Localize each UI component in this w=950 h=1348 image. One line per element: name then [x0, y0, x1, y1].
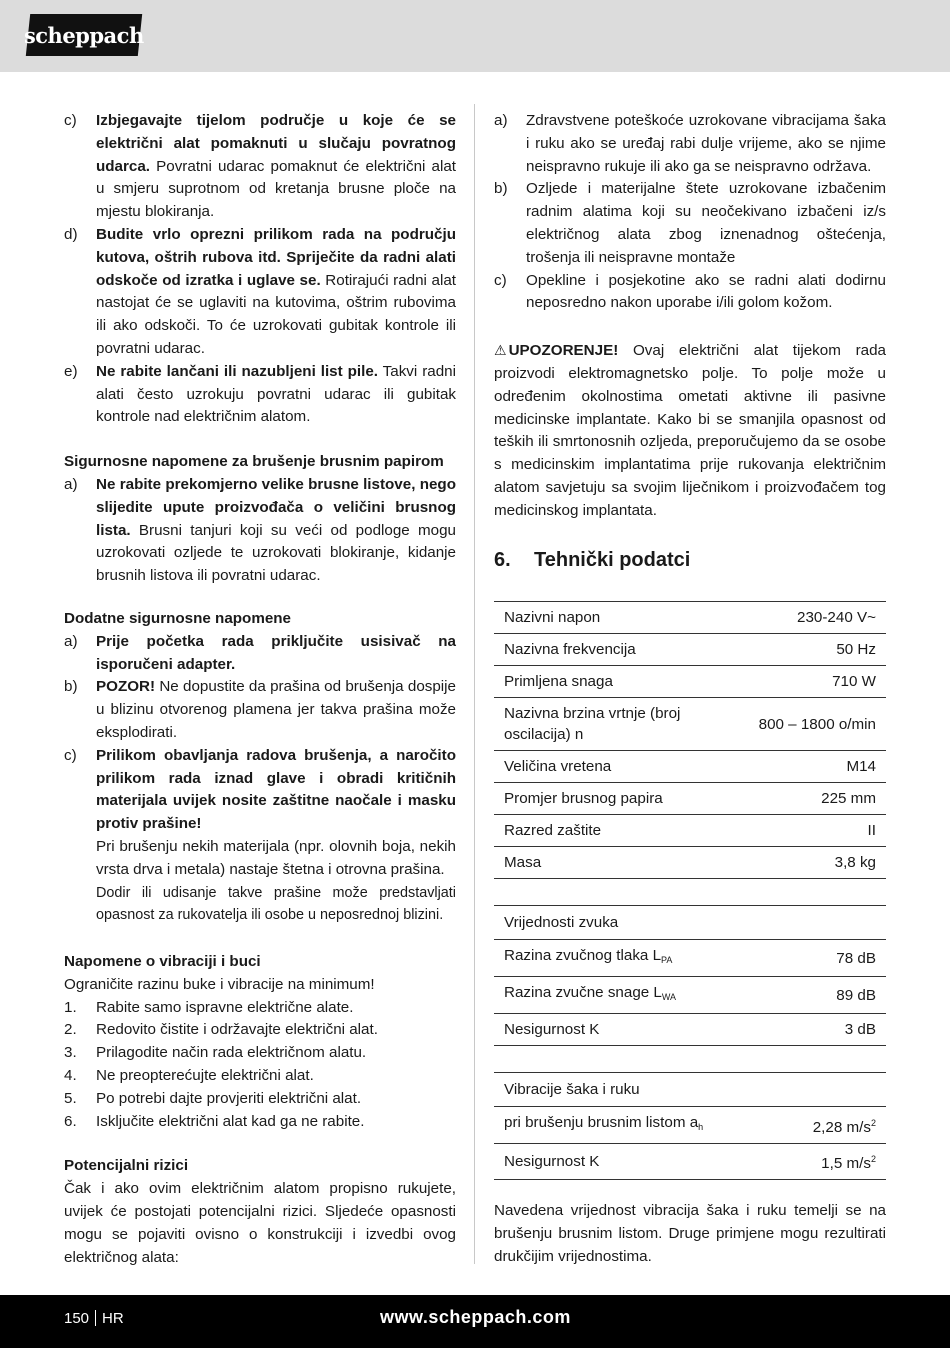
item-text: Ozljede i materijalne štete uzrokovane izbačenim radnim alatima koji su neočekivano izbačeni iz/s električnog alata zbog iznenadnog oštećenja, trošenja ili neispravne montaže: [526, 180, 886, 266]
item-text: Povratni udarac pomaknut će električni alat u smjeru suprotnom od kretanja brusne ploče na mjestu blokiranja.: [96, 157, 456, 221]
table-row: [494, 783, 886, 815]
section-title-text: Tehnički podatci: [534, 548, 691, 571]
list-marker: 3.: [64, 1044, 77, 1062]
table-row: [494, 602, 886, 634]
item-text: Rabite samo ispravne električne alate.: [96, 998, 354, 1016]
table-header: Vibracije šaka i ruku: [494, 1073, 886, 1107]
spec-value: M14: [749, 751, 886, 783]
list-marker: b): [64, 678, 78, 696]
table-header-row: [494, 1073, 886, 1107]
list-item: [494, 270, 886, 316]
safety-list-1: [64, 110, 456, 429]
list-marker: 6.: [64, 1112, 77, 1130]
list-item: [64, 1019, 456, 1042]
list-marker: c): [64, 746, 77, 764]
spec-label: Razred zaštite: [494, 815, 749, 847]
specs-table: [494, 601, 886, 879]
left-column: [64, 110, 456, 1269]
risks-list: [494, 110, 886, 315]
additional-c-paragraph-2: Dodir ili udisanje takve prašine može predstavljati opasnost za rukovatelja ili osobe u neposrednoj blizini.: [96, 884, 456, 924]
list-item: [494, 178, 886, 269]
table-row: [494, 815, 886, 847]
spec-value: 230-240 V~: [749, 602, 886, 634]
list-marker: 5.: [64, 1089, 77, 1107]
additional-c-paragraph-1: Pri brušenju nekih materijala (npr. olovnih boja, nekih vrsta drva i metala) nastaje štetna i otrovna prašina.: [96, 837, 456, 878]
spec-value: 78 dB: [793, 940, 886, 977]
header-bar: [0, 0, 950, 72]
table-row: [494, 634, 886, 666]
list-marker: c): [494, 271, 507, 289]
table-row: [494, 977, 886, 1014]
list-item: [494, 110, 886, 178]
warning-text: Ovaj električni alat tijekom rada proizvodi elektromagnetsko polje. To polje može u određenim okolnostima ometati aktivne ili pasivne medicinske implantate. Kako bi se smanjila opasnost od teških ili smrtonosnih ozljeda, preporučujemo da se osobe s medicinskim implantatima prije rukovanja električnim alatom savjetuju sa svojim liječnikom i proizvođačem tog medicinskog implantata.: [494, 342, 886, 519]
item-bold-text: Budite vrlo oprezni prilikom rada na području kutova, oštrih rubova itd. Spriječite da radni alati odskoče od izratka i uglave se.: [96, 225, 456, 289]
item-text: Redovito čistite i održavajte električni alat.: [96, 1021, 378, 1039]
list-item: [64, 631, 456, 677]
list-item: [64, 676, 456, 744]
table-row: [494, 1107, 886, 1144]
spec-value: 1,5 $m/s^2$: [778, 1144, 886, 1180]
item-text: Po potrebi dajte provjeriti električni alat.: [96, 1089, 362, 1107]
item-text: Prilagodite način rada električnom alatu.: [96, 1044, 367, 1062]
list-item: [64, 1111, 456, 1134]
table-row: [494, 666, 886, 698]
spec-label: Nesigurnost K: [494, 1014, 793, 1046]
list-marker: a): [64, 475, 78, 493]
list-marker: e): [64, 362, 78, 380]
heading-risks: Potencijalni rizici: [64, 1157, 189, 1175]
footer-bar: [0, 1295, 950, 1348]
table-header: Vrijednosti zvuka: [494, 906, 886, 940]
footer-url: www.scheppach.com: [380, 1307, 571, 1327]
table-row: [494, 1144, 886, 1180]
spec-label: Nesigurnost K: [494, 1144, 778, 1180]
list-item: [64, 997, 456, 1020]
spec-label: Veličina vretena: [494, 751, 749, 783]
right-column: [494, 110, 886, 1269]
list-item: [64, 224, 456, 361]
item-bold-text: Prije početka rada priključite usisivač na isporučeni adapter.: [96, 632, 456, 673]
item-bold-text: Ne rabite prekomjerno velike brusne listove, nego slijedite upute proizvođača o veličini brusnog lista.: [96, 475, 456, 539]
item-text: Rotirajući radni alat nastojat će se uglaviti na kutovima, oštrim rubovima ili ako odskoči. To će uzrokovati gubitak kontrole ili povratni udarac.: [96, 271, 457, 357]
brand-logo: scheppach: [26, 14, 142, 56]
additional-list: [64, 631, 456, 836]
spec-value: 2,28 $m/s^2$: [778, 1107, 886, 1144]
table-row: [494, 1014, 886, 1046]
spec-label: Razina zvučnog tlaka $L_{PA}$: [494, 940, 793, 977]
list-item: [64, 474, 456, 588]
spec-label: Nazivna frekvencija: [494, 634, 749, 666]
list-item: [64, 1065, 456, 1088]
spec-label: Masa: [494, 847, 749, 879]
spec-value: 50 Hz: [749, 634, 886, 666]
item-text: Takvi radni alati često uzrokuju povratni udarac ili gubitak kontrole nad električnim alatom.: [96, 362, 456, 426]
sanding-list: [64, 474, 456, 588]
vibration-table: [494, 1072, 886, 1180]
item-text: Opekline i posjekotine ako se radni alati dodirnu neposredno nakon uporabe i/ili golom kožom.: [526, 271, 886, 312]
vibration-intro: Ograničite razinu buke i vibracije na minimum!: [64, 975, 375, 993]
section-title: [494, 549, 886, 572]
list-item: [64, 110, 456, 224]
table-row: [494, 847, 886, 879]
risks-paragraph: Čak i ako ovim električnim alatom propisno rukujete, uvijek će postojati potencijalni rizici. Sljedeće opasnosti mogu se pojaviti ovisno o konstrukciji i izvedbi ovog električnog alata:: [64, 1180, 456, 1266]
list-marker: c): [64, 112, 77, 129]
spec-value: 3,8 kg: [749, 847, 886, 879]
warning-paragraph: [494, 339, 886, 522]
list-marker: 1.: [64, 998, 77, 1016]
item-text: Ne dopustite da prašina od brušenja dospije u blizinu otvorenog plamena jer takva prašina može eksplodirati.: [96, 678, 456, 741]
vibration-list: [64, 997, 456, 1134]
list-item: [64, 1042, 456, 1065]
table-header-row: [494, 906, 886, 940]
spec-label: pri brušenju brusnim listom $a_h$: [494, 1107, 778, 1144]
table-row: [494, 940, 886, 977]
table-row: [494, 751, 886, 783]
section-number: 6.: [494, 548, 511, 571]
list-item: [64, 745, 456, 836]
list-marker: a): [494, 112, 508, 129]
warning-label: UPOZORENJE!: [508, 342, 619, 360]
spec-label: Nazivni napon: [494, 602, 749, 634]
page-number: 150 HR: [64, 1310, 124, 1327]
item-text: Zdravstvene poteškoće uzrokovane vibracijama šaka i ruku ako se uređaj rabi dulje vrijeme, ako se njime neispravno rukuje ili ako ga se neispravno održava.: [526, 112, 886, 175]
list-marker: a): [64, 632, 78, 650]
heading-additional: Dodatne sigurnosne napomene: [64, 609, 291, 627]
warning-triangle-icon: ⚠: [494, 342, 507, 359]
closing-paragraph: Navedena vrijednost vibracija šaka i ruku temelji se na brušenju brusnim listom. Druge primjene mogu rezultirati drukčijim vrijednostima.: [494, 1202, 886, 1265]
list-marker: 2.: [64, 1021, 77, 1039]
spec-value: 225 mm: [749, 783, 886, 815]
spec-value: 3 dB: [793, 1014, 886, 1046]
list-marker: 4.: [64, 1067, 77, 1085]
column-divider: [474, 104, 475, 1264]
heading-vibration: Napomene o vibraciji i buci: [64, 953, 261, 971]
spec-label: Razina zvučne snage $L_{WA}$: [494, 977, 793, 1014]
spec-value: 710 W: [749, 666, 886, 698]
item-text: Brusni tanjuri koji su veći od podloge mogu uzrokovati ozljede te uzrokovati blokiranje, kidanje brusnih listova ili povratni udarac.: [96, 521, 456, 585]
list-marker: b): [494, 180, 508, 198]
list-item: [64, 1088, 456, 1111]
spec-value: II: [749, 815, 886, 847]
list-marker: d): [64, 225, 78, 243]
list-item: [64, 361, 456, 429]
item-bold-text: POZOR!: [96, 678, 156, 696]
table-row: [494, 698, 886, 751]
sound-table: [494, 905, 886, 1046]
spec-label: Primljena snaga: [494, 666, 749, 698]
spec-value: 800 – 1800 o/min: [749, 698, 886, 751]
item-text: Ne preopterećujte električni alat.: [96, 1067, 314, 1085]
spec-value: 89 dB: [793, 977, 886, 1014]
spec-label: Nazivna brzina vrtnje (broj oscilacija) n: [494, 698, 749, 751]
heading-sanding: Sigurnosne napomene za brušenje brusnim papirom: [64, 453, 444, 471]
item-bold-text: Prilikom obavljanja radova brušenja, a naročito prilikom rada iznad glave i obradi kritičnih materijala uvijek nosite zaštitne naočale i masku protiv prašine!: [96, 746, 456, 833]
spec-label: Promjer brusnog papira: [494, 783, 749, 815]
item-text: Isključite električni alat kad ga ne rabite.: [96, 1112, 365, 1130]
item-bold-text: Izbjegavajte tijelom područje u koje će se električni alat pomaknuti u slučaju povratnog udarca.: [96, 112, 456, 175]
item-bold-text: Ne rabite lančani ili nazubljeni list pile.: [96, 362, 378, 380]
